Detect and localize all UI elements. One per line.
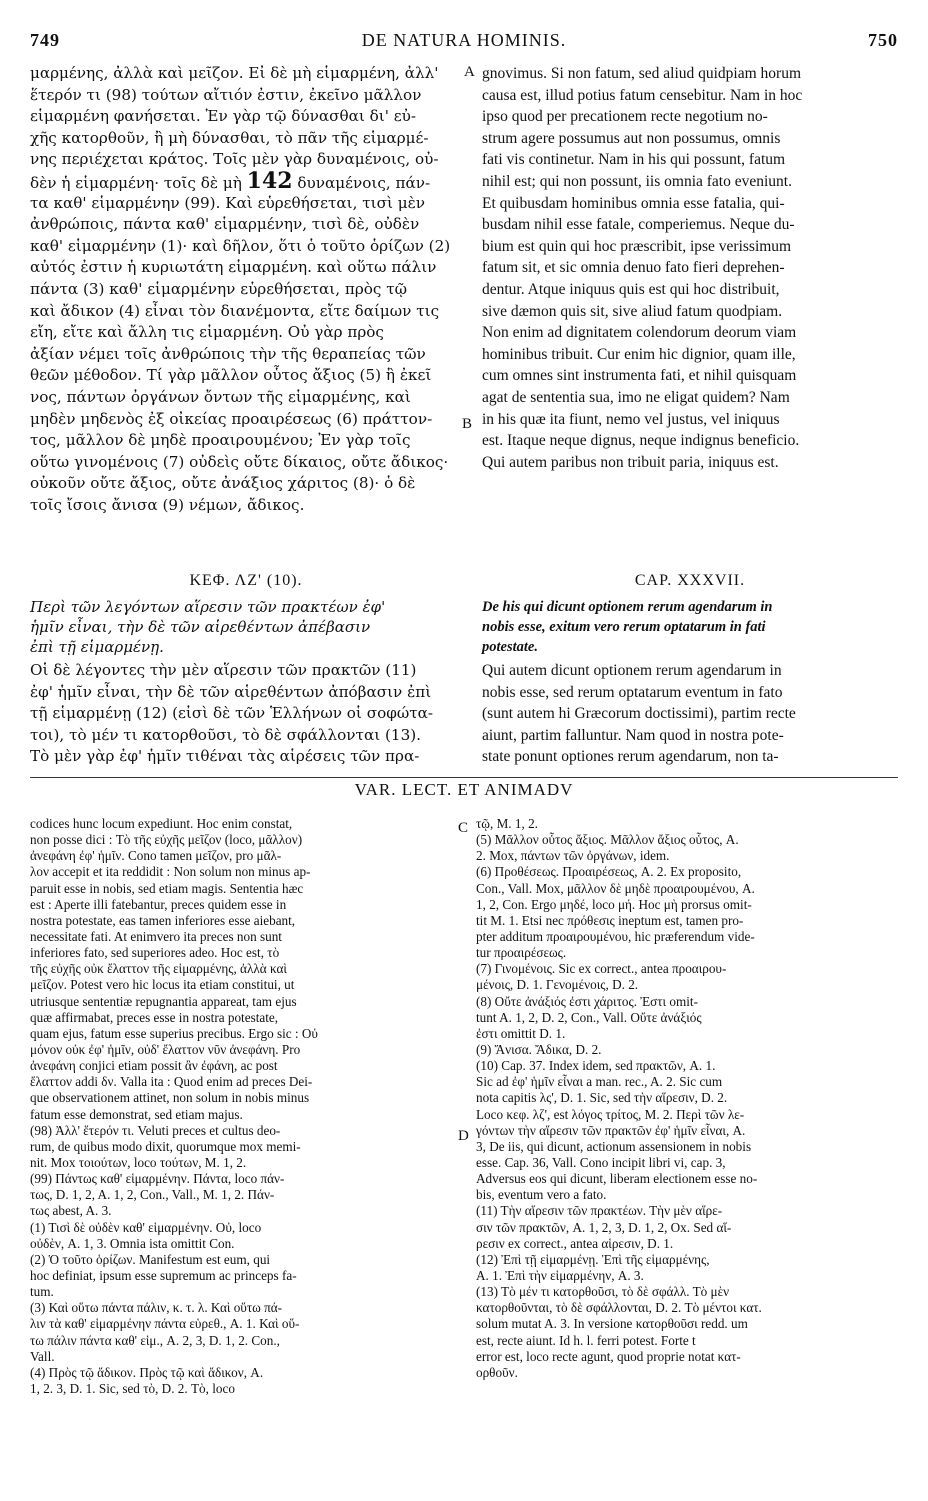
subtitle-line: ἡμῖν εἶναι, τὴν δὲ τῶν αἱρεθέντων ἀπέβασιν [30,618,371,636]
note-line: (1) Τισὶ δὲ οὐδὲν καθ' εἱμαρμένην. Οὐ, loco [30,1219,262,1235]
greek-line: μηδὲν μηδενὸς ἐξ οἰκείας προαιρέσεως (6) πράττον- [30,409,433,428]
note-line: Con., Vall. Mox, μᾶλλον δὲ μηδὲ προαιρουμένου, A. [476,880,755,896]
note-line: ἀνεφάνη ἐφ' ἡμῖν. Cono tamen μεῖζον, pro μᾶλ- [30,848,282,864]
greek-fragment: δὲν ἡ εἱμαρμένη· τοῖς δὲ μὴ [30,173,242,192]
margin-marker-a: A [464,64,475,80]
subtitle-line: potestate. [482,639,538,655]
note-line: 1, 2, Con. Ergo μηδέ, loco μή. Hoc μὴ prorsus omit- [476,896,752,912]
latin-line: est. Itaque neque dignus, neque indignus beneficio. [482,432,800,450]
notes-right-column [476,816,901,1381]
margin-marker-b: B [462,416,473,432]
note-line: μένοις, D. 1. Γενομένοις, D. 2. [476,977,639,993]
latin-line: nobis esse, sed rerum optatarum eventum in fato [482,683,783,701]
note-line: Sic ad ἐφ' ἡμῖν εἶναι a man. rec., A. 2. Sic cum [476,1074,723,1090]
greek-line: τοῖς ἴσοις ἄνισα (9) νέμων, ἄδικος. [30,495,305,514]
note-line: Loco κεφ. λζ', est λόγος τρίτος, M. 2. Περὶ τῶν λε- [476,1106,745,1122]
greek-line: ἕτερόν τι (98) τούτων αἴτιόν ἐστιν, ἐκεῖνο μᾶλλον [30,85,422,104]
note-line: (2) Ὁ τοῦτο ὁρίζων. Manifestum est eum, qui [30,1251,271,1267]
note-line: 2. Mox, πάντων τῶν ὀργάνων, idem. [476,848,670,864]
greek-line: τῇ εἱμαρμένῃ (12) (εἰσὶ δὲ τῶν Ἑλλήνων οἱ σοφώτα- [30,704,434,723]
greek-line: οὕτω γινομένοις (7) οὐδεὶς οὔτε δίκαιος, οὔτε ἄδικος· [30,452,449,471]
greek-fragment: δυναμένοις, πάν- [297,173,431,192]
inline-page-number: 142 [246,170,293,193]
note-line: τως, D. 1, 2, A. 1, 2, Con., Vall., M. 1, 2. Πάν- [30,1187,275,1203]
latin-line: agat de sententia sua, imo ne eligat quidem? Nam [482,388,790,406]
note-line: λιν τὰ καθ' εἱμαρμένην πάντα εὑρεθ., A. 1. Καὶ οὕ- [30,1316,300,1332]
note-line: est, recte aiunt. Id h. l. ferri potest. Forte t [476,1332,696,1348]
latin-text-column [482,63,898,473]
latin-chapter-subtitle [482,597,902,657]
latin-line: bium est quin qui hoc præscribit, ipse verissimum [482,237,792,255]
greek-line: νος, πάντων ὀργάνων ὄντων τῆς εἱμαρμένης, καὶ [30,387,411,406]
note-line: hoc definiat, ipsum esse supremum ac princeps fa- [30,1267,297,1283]
latin-line: Non enim ad dignitatem colendorum deorum viam [482,324,797,342]
note-line: (6) Προθέσεως. Προαιρέσεως, A. 2. Ex proposito, [476,864,742,880]
latin-line: fati vis continetur. Nam in his qui possunt, fatum [482,151,786,169]
note-line: ἔλαττον addi δν. Valla ita : Quod enim ad preces Dei- [30,1074,313,1090]
note-line: (5) Μᾶλλον οὗτος ἄξιος. Μᾶλλον ἄξιος οὗτος, A. [476,832,739,848]
latin-line: busdam nihil esse fatale, comperiemus. Neque du- [482,216,795,234]
margin-marker-c: C [458,820,469,836]
note-line: tit M. 1. Etsi nec πρόθεσις ineptum est, tamen pro- [476,912,744,928]
note-line: τῷ, M. 1, 2. [476,816,538,831]
greek-chapter-subtitle [30,597,470,657]
note-line: ἀνεφάνη conjici etiam possit ἂν ἐφάνη, ac post [30,1058,278,1074]
greek-chapter-text [30,660,462,768]
note-line: τῆς εὐχῆς οὐκ ἔλαττον τῆς εἱμαρμένης, ἀλλὰ καὶ [30,961,287,977]
note-line: λον accepit et ita reddidit : Non solum non minus ap- [30,864,311,880]
latin-chapter-text [482,660,898,768]
note-line: (9) Ἄνισα. Ἄδικα, D. 2. [476,1041,602,1057]
note-line: (8) Οὔτε ἀνάξιός ἐστι χάριτος. Ἐστι omit- [476,993,698,1009]
greek-line: τα καθ' εἱμαρμένην (99). Καὶ εὑρεθήσεται, τισὶ μὲν [30,193,426,212]
latin-line: Qui autem paribus non tribuit paria, iniquus est. [482,453,779,471]
margin-marker-d: D [458,1128,469,1144]
latin-line: (sunt autem hi Græcorum doctissimi), partim recte [482,705,796,723]
greek-line: Οἱ δὲ λέγοντες τὴν μὲν αἵρεσιν τῶν πρακτῶν (11) [30,661,417,679]
note-line: necessitate fati. At enimvero ita preces non sunt [30,928,282,944]
subtitle-line: nobis esse, exitum vero rerum optatarum in fati [482,619,766,635]
greek-line: ἀξίαν νέμει τοῖς ἀνθρώποις τὴν τῆς θεραπείας τῶν [30,344,426,363]
note-line: bis, eventum vero a fato. [476,1187,607,1203]
note-line: quæ affirmabat, preces esse in nostra potestate, [30,1009,279,1025]
notes-left-column [30,816,455,1397]
note-line: γόντων τὴν αἵρεσιν τῶν πρακτῶν ἐφ' ἡμῖν εἶναι, A. [476,1122,746,1138]
greek-text-column [30,63,462,516]
note-line: (10) Cap. 37. Index idem, sed πρακτῶν, A. 1. [476,1058,716,1074]
greek-line: τοι), τὸ μέν τι κατορθοῦσι, τὸ δὲ σφάλλονται (13). [30,725,421,744]
greek-line-with-number [30,171,462,193]
note-line: que observationem attinet, non solum in nobis minus [30,1090,310,1106]
latin-chapter-heading: CAP. XXXVII. [634,572,746,589]
note-line: non posse dici : Τὸ τῆς εὐχῆς μεῖζον (loco, μᾶλλον) [30,832,303,848]
note-line: tunt A. 1, 2, D. 2, Con., Vall. Οὔτε ἀνάξιός [476,1009,702,1025]
note-line: (13) Τὸ μέν τι κατορθοῦσι, τὸ δὲ σφάλλ. Τὸ μὲν [476,1284,730,1300]
note-line: pter additum προαιρουμένου, hic præferendum vide- [476,928,755,944]
latin-line: Qui autem dicunt optionem rerum agendarum in [482,662,782,679]
running-title: DE NATURA HOMINIS. [361,30,567,50]
latin-line: sive dæmon quis sit, sive aliud fatum quodpiam. [482,302,783,320]
latin-line: in his quæ ita fiunt, nemo vel justus, vel iniquus [482,410,780,428]
latin-line: state ponunt optiones rerum agendarum, non ta- [482,748,779,766]
latin-line: dentur. Atque iniquus quis est qui hoc distribuit, [482,280,780,298]
note-line: ορθοῦν. [476,1364,518,1380]
greek-line: εἴη, εἴτε καὶ ἄλλη τις εἱμαρμένη. Οὐ γὰρ πρὸς [30,323,384,342]
greek-chapter-heading: ΚΕΦ. ΛΖ' (10). [189,572,303,589]
note-line: A. 1. Ἐπὶ τὴν εἱμαρμένην, A. 3. [476,1267,644,1283]
note-line: inferiores fato, sed superiores adeo. Hoc est, τὸ [30,945,280,961]
greek-line: Τὸ μὲν γὰρ ἐφ' ἡμῖν τιθέναι τὰς αἱρέσεις τῶν πρα- [30,747,420,766]
greek-line: ἀνθρώποις, πάντα καθ' εἱμαρμένην, τισὶ δὲ, οὐδὲν [30,215,420,234]
greek-line: εἱμαρμένη φανήσεται. Ἐν γὰρ τῷ δύνασθαι δι' εὐ- [30,107,416,126]
note-line: ἐστι omittit D. 1. [476,1025,566,1041]
greek-line: θεῶν μέθοδον. Τί γὰρ μᾶλλον οὗτος ἄξιος (5) ἢ ἐκεῖ [30,366,432,385]
note-line: nostra potestate, eas tamen inferiores esse aiebant, [30,912,296,928]
note-line: μόνον οὐκ ἐφ' ἡμῖν, οὐδ' ἔλαττον νῦν ἀνεφάνη. Pro [30,1041,301,1057]
subtitle-line: Περὶ τῶν λεγόντων αἵρεσιν τῶν πρακτέων ἐφ' [30,598,386,616]
note-line: ρεσιν ex correct., antea αἱρεσιν, D. 1. [476,1235,674,1251]
note-line: error est, loco recte agunt, quod proprie notat κατ- [476,1348,741,1364]
note-line: μεῖζον. Potest vero hic locus ita etiam constitui, ut [30,977,295,993]
latin-line: gnovimus. Si non fatum, sed aliud quidpiam horum [482,65,802,82]
note-line: nit. Mox τοιούτων, loco τούτων, M. 1, 2. [30,1154,247,1170]
greek-line: μαρμένης, ἀλλὰ καὶ μεῖζον. Εἰ δὲ μὴ εἱμαρμένη, ἀλλ' [30,64,439,82]
latin-line: fatum sit, et sic omnia denuo fato fieri deprehen- [482,259,785,277]
note-line: (3) Καὶ οὕτω πάντα πάλιν, κ. τ. λ. Καὶ οὕτω πά- [30,1300,283,1316]
notes-heading: VAR. LECT. ET ANIMADV [354,780,574,799]
note-line: (4) Πρὸς τῷ ἄδικον. Πρὸς τῷ καὶ ἄδικον, A. [30,1364,264,1380]
latin-line: Et quibusdam hominibus omnia esse fatalia, qui- [482,194,785,212]
note-line: tum. [30,1284,54,1300]
note-line: τω πάλιν πάντα καθ' εἱμ., A. 2, 3, D. 1, 2. Con., [30,1332,280,1348]
running-header [30,30,898,52]
note-line: tur προαιρέσεως. [476,945,567,961]
subtitle-line: ἐπὶ τῇ εἱμαρμένῃ. [30,638,164,656]
note-line: Adversus eos qui dicunt, liberam electionem esse no- [476,1171,758,1187]
latin-line: nihil est; qui non possunt, iis omnia fato eveniunt. [482,172,792,190]
greek-line: ἐφ' ἡμῖν εἶναι, τὴν δὲ τῶν αἱρεθέντων ἀπόβασιν ἐπὶ [30,682,432,701]
greek-line: νης περιέχεται κράτος. Τοῖς μὲν γὰρ δυναμένοις, οὐ- [30,150,439,169]
note-line: 1, 2. 3, D. 1. Sic, sed τὸ, D. 2. Τὸ, loco [30,1380,235,1396]
latin-line: causa est, illud potius fatum censebitur. Nam in hoc [482,86,803,104]
latin-line: ipso quod per precationem recte negotium no- [482,108,768,126]
note-line: est : Aperte illi fatebantur, preces quidem esse in [30,896,287,912]
page-number-left: 749 [30,30,60,50]
note-line: σιν τῶν πρακτῶν, A. 1, 2, 3, D. 1, 2, Ox. Sed αἵ- [476,1219,732,1235]
note-line: κατορθοῦνται, τὸ δὲ σφάλλονται, D. 2. Τὸ μέντοι κατ. [476,1300,762,1316]
greek-line: πάντα (3) καθ' εἱμαρμένην εὑρεθήσεται, πρὸς τῷ [30,279,408,298]
note-line: 3, De iis, qui dicunt, actionum assensionem in nobis [476,1138,752,1154]
greek-line: καὶ ἄδικον (4) εἶναι τὸν διανέμοντα, εἴτε δαίμων τις [30,301,440,320]
greek-line: τος, μᾶλλον δὲ μηδὲ προαιρουμένου; Ἐν γὰρ τοῖς [30,431,411,450]
latin-line: strum agere possumus aut non possumus, omnis [482,129,781,147]
greek-line: χῆς κατορθοῦν, ἢ μὴ δύνασθαι, τὸ πᾶν τῆς εἱμαρμέ- [30,128,429,147]
note-line: rum, de quibus modo dixit, quorumque mox memi- [30,1138,301,1154]
note-line: τως abest, A. 3. [30,1203,112,1219]
note-line: esse. Cap. 36, Vall. Cono incipit libri vi, cap. 3, [476,1154,726,1170]
latin-line: cum omnes sint instrumenta fati, et nihil quisquam [482,367,797,385]
note-line: solum mutat A. 3. In versione κατορθοῦσι redd. um [476,1316,748,1332]
note-line: utriusque sententiæ repugnantia appareat, tam ejus [30,993,297,1009]
section-divider [30,777,898,778]
note-line: Vall. [30,1348,55,1364]
note-line: codices hunc locum expediunt. Hoc enim constat, [30,816,293,831]
note-line: quam ejus, fatum esse superius precibus. Ergo sic : Οὐ [30,1025,318,1041]
subtitle-line: De his qui dicunt optionem rerum agendarum in [482,599,773,615]
note-line: paruit esse in nobis, sed etiam magis. Sententia hæc [30,880,304,896]
greek-line: οὐκοῦν οὔτε ἄξιος, οὔτε ἀνάξιος χάριτος (8)· ὁ δὲ [30,474,416,493]
note-line: (7) Γινομένοις. Sic ex correct., antea προαιρου- [476,961,727,977]
greek-line: καθ' εἱμαρμένην (1)· καὶ δῆλον, ὅτι ὁ τοῦτο ὁρίζων (2) [30,236,451,255]
note-line: (98) Ἀλλ' ἕτερόν τι. Veluti preces et cultus deo- [30,1122,281,1138]
greek-line: αὐτός ἐστιν ἡ κυριωτάτη εἱμαρμένη. καὶ οὕτω πάλιν [30,258,437,277]
note-line: nota capitis λς', D. 1. Sic, sed τὴν αἵρεσιν, D. 2. [476,1090,728,1106]
latin-line: aiunt, partim falluntur. Nam quod in nostra pote- [482,726,784,744]
note-line: fatum esse demonstrat, sed etiam majus. [30,1106,243,1122]
note-line: (99) Πάντως καθ' εἱμαρμένην. Πάντα, loco πάν- [30,1171,285,1187]
latin-line: hominibus tribuit. Cur enim hic dignior, quam ille, [482,345,796,363]
note-line: (11) Τὴν αἵρεσιν τῶν πρακτέων. Τὴν μὲν αἵρε- [476,1203,723,1219]
note-line: οὐδὲν, A. 1, 3. Omnia ista omittit Con. [30,1235,235,1251]
note-line: (12) Ἐπὶ τῇ εἱμαρμένῃ. Ἐπὶ τῆς εἱμαρμένης, [476,1251,710,1267]
page-number-right: 750 [868,30,898,50]
